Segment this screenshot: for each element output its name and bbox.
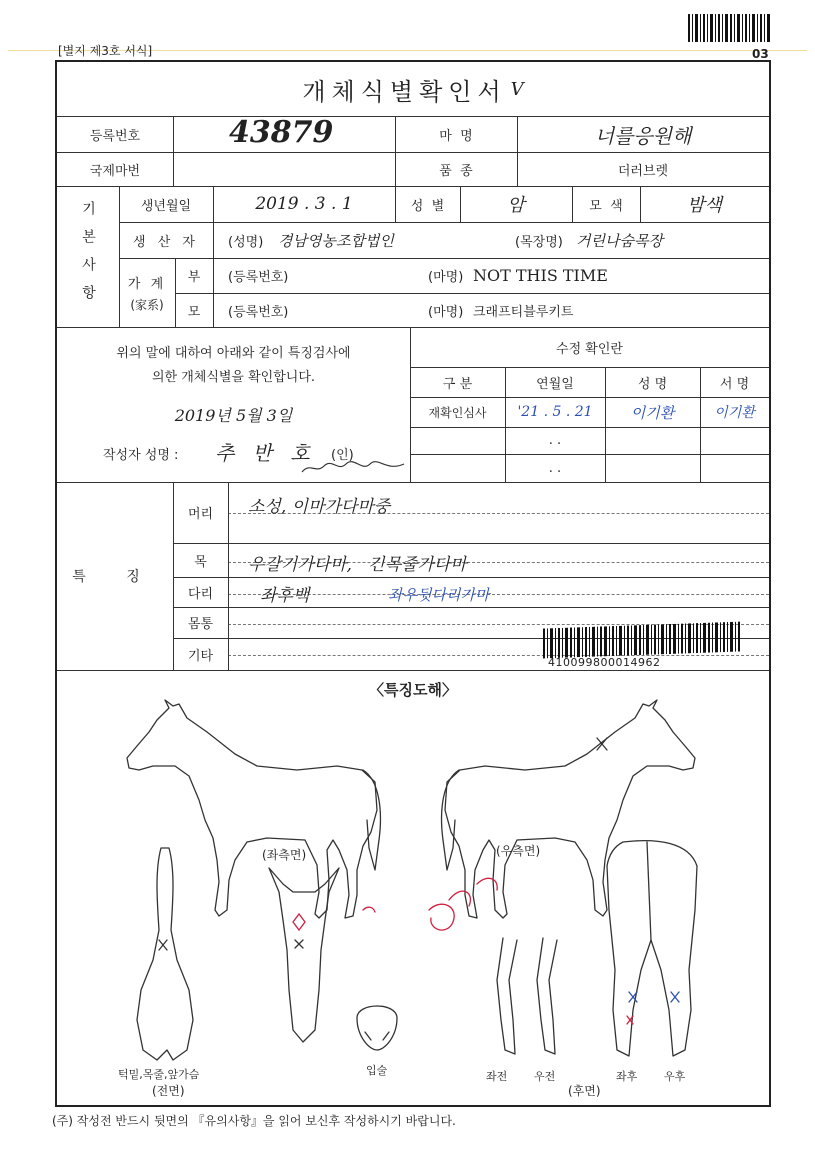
birth-date-label: 생년월일 <box>140 198 192 214</box>
label-right-side: (우측면) <box>496 844 541 858</box>
label-right-fore: 우전 <box>534 1070 556 1083</box>
left-neck-mark <box>363 907 375 912</box>
front-view-outline <box>137 848 193 1060</box>
label-right-hind: 우후 <box>664 1070 686 1083</box>
footer-note: (주) 작성전 반드시 뒷면의 『유의사항』을 읽어 보신후 작성하시기 바랍니다. <box>52 1114 456 1128</box>
writer-label: 작성자 성명 : <box>103 447 179 463</box>
written-date: 2019년 5월 3일 <box>174 405 293 425</box>
birth-date-value: 2019 . 3 . 1 <box>255 194 353 214</box>
left-side-horse-outline <box>127 700 380 918</box>
top-barcode <box>688 14 772 42</box>
label-left-fore: 좌전 <box>486 1070 508 1083</box>
sire-name-value: NOT THIS TIME <box>473 266 608 285</box>
horse-diagram <box>57 670 769 1107</box>
feature-label-other: 기타 <box>187 648 214 664</box>
coat-color-value: 밤색 <box>687 195 722 216</box>
sex-label: 성 별 <box>410 198 445 214</box>
rear-view-outline <box>607 841 697 1056</box>
writer-name: 추 반 호 <box>215 440 316 465</box>
feature-value-head: 소성, 이마가다마중 <box>248 496 391 517</box>
label-left-hind: 좌후 <box>616 1070 638 1083</box>
correction-header-date: 연월일 <box>536 376 574 392</box>
dam-name-value: 크래프티블루키트 <box>473 304 574 320</box>
label-rear-view: (후면) <box>568 1084 601 1098</box>
pedigree-label: 가 계 <box>127 276 167 292</box>
label-lip: 입술 <box>366 1064 388 1077</box>
feature-label-body: 몸통 <box>187 617 214 632</box>
feature-label-neck: 목 <box>194 554 207 570</box>
features-section-label: 특 징 <box>72 569 158 585</box>
producer-name-tag: (성명) <box>228 234 264 250</box>
correction-row1-date: '21 . 5 . 21 <box>517 404 593 420</box>
correction-row3-date: . . <box>548 460 562 476</box>
sire-name-tag: (마명) <box>428 270 464 285</box>
label-front-view: (전면) <box>152 1084 185 1098</box>
correction-row1-sign: 이기환 <box>714 405 755 421</box>
feature-value-neck: 우갈기가다마, 긴목줄가다마 <box>248 554 467 575</box>
reg-no-value: 43879 <box>229 114 334 150</box>
farm-name-tag: (목장명) <box>515 234 563 250</box>
hind-leg-x-marks <box>629 992 679 1002</box>
head-front-outline <box>269 868 339 1042</box>
hind-legs-outline <box>497 938 557 1054</box>
writer-signature-scribble <box>300 458 408 476</box>
horse-name-label: 마 명 <box>439 128 473 144</box>
head-whorl-mark <box>293 914 305 930</box>
correction-header-type: 구 분 <box>442 376 473 392</box>
title-check-mark: V <box>510 78 524 100</box>
neck-whorl-marks <box>429 878 497 930</box>
correction-header-sign: 서 명 <box>719 376 750 392</box>
document-title <box>57 62 769 116</box>
producer-name-value: 경남영농조합법인 <box>278 231 394 250</box>
intl-no-value <box>173 152 395 186</box>
reg-no-label: 등록번호 <box>89 128 141 144</box>
feature-value-legs: 좌후백 <box>260 585 310 606</box>
basic-section-label: 기본사항 <box>80 200 96 313</box>
page-number: 03 <box>752 47 769 61</box>
feature-label-legs: 다리 <box>187 586 214 602</box>
dam-reg-no-tag: (등록번호) <box>228 304 289 320</box>
correction-title: 수정 확인란 <box>556 341 623 357</box>
correction-row2-date: . . <box>548 433 562 448</box>
pedigree-hanja: (家系) <box>130 297 164 312</box>
muzzle-outline <box>357 1006 397 1050</box>
dam-name-tag: (마명) <box>428 304 464 320</box>
statement-line-2: 의한 개체식별을 확인합니다. <box>151 369 316 385</box>
head-x-mark <box>295 940 303 948</box>
sire-reg-no-tag: (등록번호) <box>228 270 289 285</box>
form-reference: [별지 제3호 서식] <box>58 44 153 58</box>
breed-value: 더러브렛 <box>617 163 669 179</box>
statement-line-1: 위의 말에 대하여 아래와 같이 특징검사에 <box>116 345 351 361</box>
coat-color-label: 모 색 <box>589 198 623 214</box>
correction-header-name: 성 명 <box>637 376 668 392</box>
feature-value-legs-extra: 좌우뒷다리가마 <box>388 585 490 604</box>
correction-row1-name: 이기환 <box>630 403 675 422</box>
label-left-side: (좌측면) <box>262 848 307 862</box>
horse-name-value: 너를응원해 <box>594 123 692 148</box>
dam-label: 모 <box>187 304 201 320</box>
breed-label: 품 종 <box>439 163 473 179</box>
diagram-title: 〈특징도해〉 <box>369 680 457 699</box>
intl-no-label: 국제마번 <box>89 163 141 179</box>
producer-label: 생 산 자 <box>133 234 199 250</box>
seal-tag: (인) <box>331 447 354 463</box>
sex-value: 암 <box>507 195 525 216</box>
right-side-horse-outline <box>442 700 695 918</box>
sire-label: 부 <box>187 270 201 285</box>
correction-row1-type: 재확인심사 <box>428 405 487 420</box>
farm-name-value: 거린나숨목장 <box>576 231 663 250</box>
feature-label-head: 머리 <box>187 507 214 522</box>
label-front-caption: 턱밑,목줄,앞가슴 <box>118 1068 200 1081</box>
document-title-text: 개체식별확인서 <box>302 77 507 106</box>
sample-barcode-number: 410099800014962 <box>548 656 661 669</box>
